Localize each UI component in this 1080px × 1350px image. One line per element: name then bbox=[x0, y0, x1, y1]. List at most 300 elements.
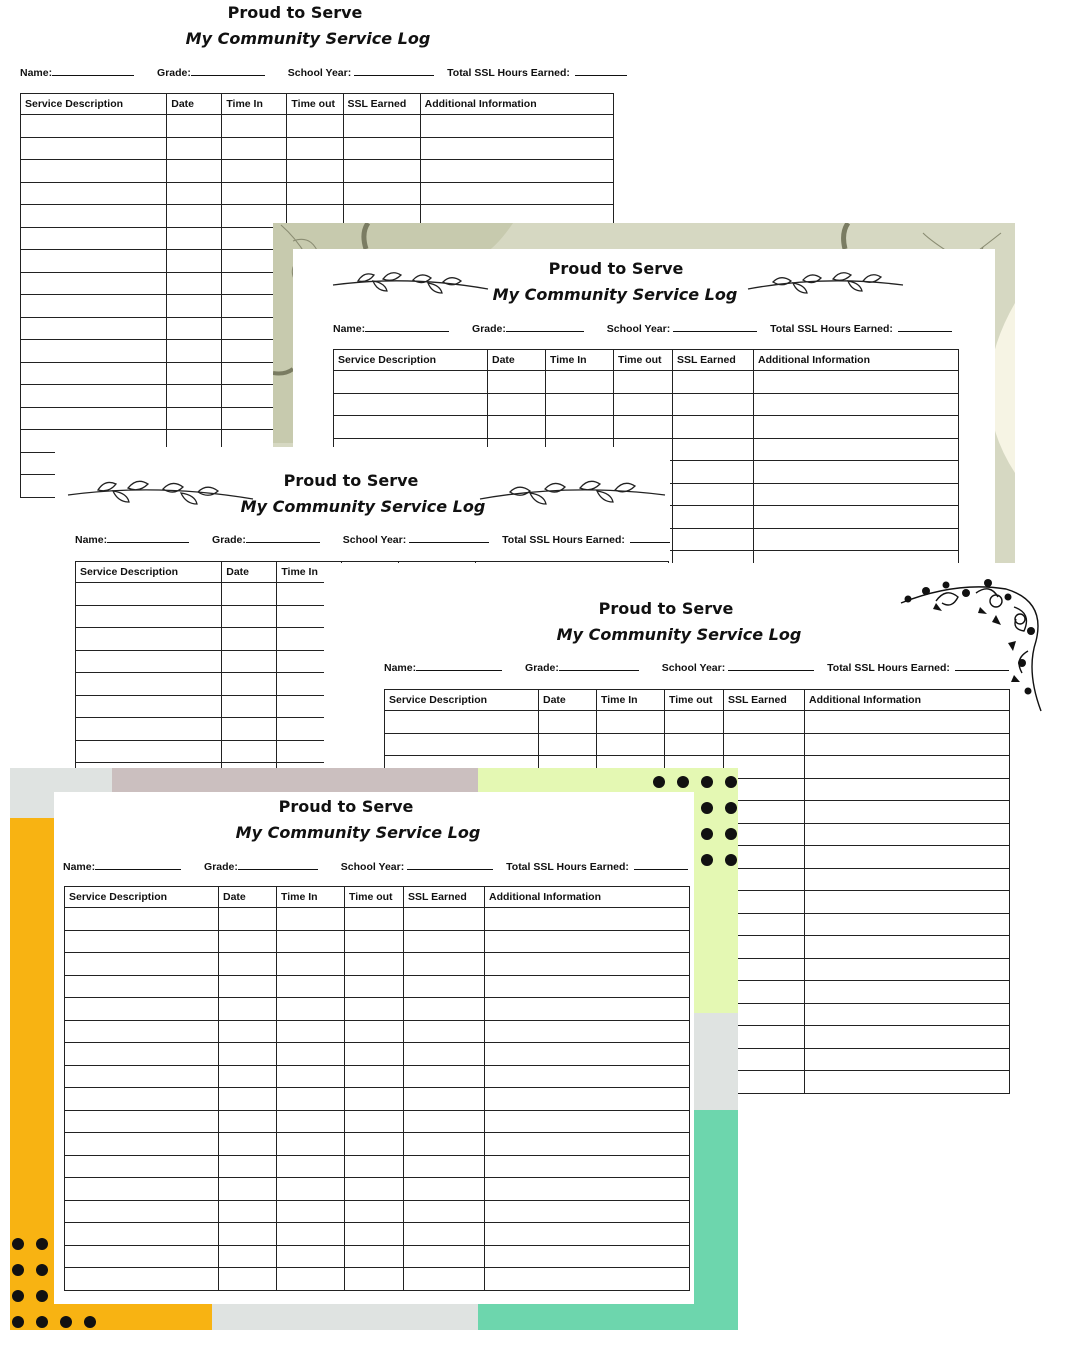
entry-cell[interactable] bbox=[21, 272, 167, 295]
entry-cell[interactable] bbox=[21, 115, 167, 138]
entry-cell[interactable] bbox=[404, 1223, 485, 1246]
entry-cell[interactable] bbox=[219, 1245, 277, 1268]
entry-cell[interactable] bbox=[485, 1200, 690, 1223]
name-line[interactable] bbox=[107, 533, 189, 543]
entry-cell[interactable] bbox=[485, 1110, 690, 1133]
entry-cell[interactable] bbox=[219, 998, 277, 1021]
form-subtitle: My Community Service Log bbox=[240, 497, 486, 516]
entry-cell[interactable] bbox=[219, 953, 277, 976]
entry-cell[interactable] bbox=[345, 1110, 404, 1133]
entry-cell[interactable] bbox=[754, 416, 959, 439]
entry-cell[interactable] bbox=[21, 317, 167, 340]
entry-cell[interactable] bbox=[65, 1043, 219, 1066]
entry-cell[interactable] bbox=[805, 1048, 1010, 1071]
entry-cell[interactable] bbox=[420, 160, 613, 183]
table-row bbox=[21, 115, 614, 138]
school-year-line[interactable] bbox=[354, 66, 434, 76]
entry-cell[interactable] bbox=[805, 1071, 1010, 1094]
entry-cell[interactable] bbox=[76, 583, 222, 606]
entry-cell[interactable] bbox=[21, 160, 167, 183]
total-hours-label: Total SSL Hours Earned: bbox=[447, 67, 570, 79]
entry-cell[interactable] bbox=[597, 711, 665, 734]
entry-cell[interactable] bbox=[277, 930, 345, 953]
entry-cell[interactable] bbox=[277, 1155, 345, 1178]
entry-cell[interactable] bbox=[754, 506, 959, 529]
entry-cell[interactable] bbox=[334, 416, 488, 439]
table-row bbox=[65, 908, 690, 931]
entry-cell[interactable] bbox=[219, 1268, 277, 1291]
form-fields bbox=[75, 533, 670, 546]
entry-cell[interactable] bbox=[21, 340, 167, 363]
entry-cell[interactable] bbox=[277, 1133, 345, 1156]
entry-cell[interactable] bbox=[65, 1155, 219, 1178]
grade-label: Grade: bbox=[212, 534, 246, 546]
entry-cell[interactable] bbox=[76, 628, 222, 651]
entry-cell[interactable] bbox=[21, 295, 167, 318]
entry-cell[interactable] bbox=[485, 953, 690, 976]
total-hours-line[interactable] bbox=[575, 66, 627, 76]
entry-cell[interactable] bbox=[665, 733, 724, 756]
grade-line[interactable] bbox=[559, 661, 639, 671]
entry-cell[interactable] bbox=[277, 1043, 345, 1066]
grade-label: Grade: bbox=[204, 861, 238, 873]
column-header: Time out bbox=[345, 887, 404, 908]
entry-cell[interactable] bbox=[167, 340, 222, 363]
total-hours-line[interactable] bbox=[955, 661, 1009, 671]
log-table bbox=[64, 886, 690, 1291]
table-row bbox=[65, 1155, 690, 1178]
entry-cell[interactable] bbox=[222, 650, 277, 673]
entry-cell[interactable] bbox=[222, 182, 287, 205]
grade-line[interactable] bbox=[246, 533, 320, 543]
entry-cell[interactable] bbox=[404, 975, 485, 998]
entry-cell[interactable] bbox=[65, 1110, 219, 1133]
entry-cell[interactable] bbox=[485, 1020, 690, 1043]
entry-cell[interactable] bbox=[65, 1133, 219, 1156]
entry-cell[interactable] bbox=[219, 975, 277, 998]
entry-cell[interactable] bbox=[754, 461, 959, 484]
entry-cell[interactable] bbox=[485, 1065, 690, 1088]
form-title: Proud to Serve bbox=[283, 471, 419, 490]
form-subtitle: My Community Service Log bbox=[235, 823, 481, 842]
entry-cell[interactable] bbox=[345, 908, 404, 931]
entry-cell[interactable] bbox=[76, 650, 222, 673]
entry-cell[interactable] bbox=[485, 1155, 690, 1178]
entry-cell[interactable] bbox=[277, 1268, 345, 1291]
table-row bbox=[65, 953, 690, 976]
table-row bbox=[21, 160, 614, 183]
entry-cell[interactable] bbox=[345, 998, 404, 1021]
entry-cell[interactable] bbox=[485, 975, 690, 998]
entry-cell[interactable] bbox=[488, 416, 546, 439]
entry-cell[interactable] bbox=[539, 711, 597, 734]
entry-cell[interactable] bbox=[222, 628, 277, 651]
entry-cell[interactable] bbox=[167, 272, 222, 295]
entry-cell[interactable] bbox=[404, 1178, 485, 1201]
entry-cell[interactable] bbox=[65, 1223, 219, 1246]
table-row bbox=[334, 416, 959, 439]
entry-cell[interactable] bbox=[222, 160, 287, 183]
school-year-line[interactable] bbox=[407, 860, 493, 870]
entry-cell[interactable] bbox=[21, 407, 167, 430]
entry-cell[interactable] bbox=[754, 393, 959, 416]
entry-cell[interactable] bbox=[805, 1003, 1010, 1026]
column-header: Date bbox=[167, 94, 222, 115]
entry-cell[interactable] bbox=[21, 205, 167, 228]
column-header: Time In bbox=[222, 94, 287, 115]
entry-cell[interactable] bbox=[597, 733, 665, 756]
column-header: Additional Information bbox=[754, 350, 959, 371]
entry-cell[interactable] bbox=[805, 891, 1010, 914]
entry-cell[interactable] bbox=[805, 913, 1010, 936]
entry-cell[interactable] bbox=[614, 393, 673, 416]
name-line[interactable] bbox=[365, 322, 449, 332]
column-header: Additional Information bbox=[805, 690, 1010, 711]
table-row bbox=[65, 1110, 690, 1133]
entry-cell[interactable] bbox=[754, 551, 959, 564]
entry-cell[interactable] bbox=[485, 998, 690, 1021]
block-taupe-top bbox=[112, 768, 478, 792]
school-year-label: School Year: bbox=[661, 662, 726, 674]
entry-cell[interactable] bbox=[485, 1223, 690, 1246]
entry-cell[interactable] bbox=[345, 975, 404, 998]
entry-cell[interactable] bbox=[673, 551, 754, 564]
column-header: Time out bbox=[665, 690, 724, 711]
entry-cell[interactable] bbox=[345, 1178, 404, 1201]
entry-cell[interactable] bbox=[345, 1043, 404, 1066]
entry-cell[interactable] bbox=[287, 160, 343, 183]
entry-cell[interactable] bbox=[343, 115, 420, 138]
entry-cell[interactable] bbox=[167, 295, 222, 318]
entry-cell[interactable] bbox=[222, 605, 277, 628]
entry-cell[interactable] bbox=[277, 1110, 345, 1133]
entry-cell[interactable] bbox=[673, 393, 754, 416]
entry-cell[interactable] bbox=[219, 1020, 277, 1043]
entry-cell[interactable] bbox=[65, 1245, 219, 1268]
entry-cell[interactable] bbox=[343, 182, 420, 205]
school-year-line[interactable] bbox=[409, 533, 489, 543]
entry-cell[interactable] bbox=[805, 936, 1010, 959]
entry-cell[interactable] bbox=[404, 998, 485, 1021]
name-line[interactable] bbox=[416, 661, 502, 671]
entry-cell[interactable] bbox=[673, 483, 754, 506]
entry-cell[interactable] bbox=[404, 930, 485, 953]
entry-cell[interactable] bbox=[65, 930, 219, 953]
entry-cell[interactable] bbox=[485, 1043, 690, 1066]
table-row bbox=[65, 1088, 690, 1111]
table-row bbox=[21, 182, 614, 205]
grade-label: Grade: bbox=[525, 662, 559, 674]
entry-cell[interactable] bbox=[614, 371, 673, 394]
entry-cell[interactable] bbox=[219, 1043, 277, 1066]
entry-cell[interactable] bbox=[805, 756, 1010, 779]
entry-cell[interactable] bbox=[76, 718, 222, 741]
entry-cell[interactable] bbox=[404, 1065, 485, 1088]
entry-cell[interactable] bbox=[673, 438, 754, 461]
entry-cell[interactable] bbox=[805, 1026, 1010, 1049]
grade-line[interactable] bbox=[238, 860, 318, 870]
entry-cell[interactable] bbox=[488, 393, 546, 416]
grade-line[interactable] bbox=[506, 322, 584, 332]
entry-cell[interactable] bbox=[673, 461, 754, 484]
school-year-label: School Year: bbox=[342, 534, 407, 546]
entry-cell[interactable] bbox=[65, 953, 219, 976]
entry-cell[interactable] bbox=[167, 137, 222, 160]
entry-cell[interactable] bbox=[65, 1268, 219, 1291]
form-title: Proud to Serve bbox=[548, 259, 684, 278]
entry-cell[interactable] bbox=[222, 137, 287, 160]
entry-cell[interactable] bbox=[485, 1268, 690, 1291]
total-hours-label: Total SSL Hours Earned: bbox=[502, 534, 625, 546]
entry-cell[interactable] bbox=[805, 778, 1010, 801]
entry-cell[interactable] bbox=[21, 362, 167, 385]
entry-cell[interactable] bbox=[345, 1133, 404, 1156]
entry-cell[interactable] bbox=[219, 1133, 277, 1156]
entry-cell[interactable] bbox=[404, 908, 485, 931]
entry-cell[interactable] bbox=[167, 115, 222, 138]
entry-cell[interactable] bbox=[754, 483, 959, 506]
entry-cell[interactable] bbox=[345, 1065, 404, 1088]
column-header: Service Description bbox=[334, 350, 488, 371]
table-row bbox=[65, 1133, 690, 1156]
entry-cell[interactable] bbox=[287, 182, 343, 205]
entry-cell[interactable] bbox=[277, 1020, 345, 1043]
entry-cell[interactable] bbox=[222, 673, 277, 696]
form-fields bbox=[20, 66, 627, 79]
column-header: Service Description bbox=[76, 562, 222, 583]
entry-cell[interactable] bbox=[334, 371, 488, 394]
entry-cell[interactable] bbox=[385, 733, 539, 756]
name-line[interactable] bbox=[52, 66, 134, 76]
entry-cell[interactable] bbox=[167, 250, 222, 273]
entry-cell[interactable] bbox=[222, 583, 277, 606]
entry-cell[interactable] bbox=[805, 868, 1010, 891]
entry-cell[interactable] bbox=[404, 1043, 485, 1066]
entry-cell[interactable] bbox=[21, 227, 167, 250]
entry-cell[interactable] bbox=[222, 695, 277, 718]
entry-cell[interactable] bbox=[343, 137, 420, 160]
entry-cell[interactable] bbox=[277, 1178, 345, 1201]
block-mint-right bbox=[690, 1110, 738, 1330]
entry-cell[interactable] bbox=[277, 975, 345, 998]
entry-cell[interactable] bbox=[485, 908, 690, 931]
entry-cell[interactable] bbox=[277, 998, 345, 1021]
entry-cell[interactable] bbox=[404, 1020, 485, 1043]
total-hours-label: Total SSL Hours Earned: bbox=[506, 861, 629, 873]
total-hours-label: Total SSL Hours Earned: bbox=[770, 323, 893, 335]
entry-cell[interactable] bbox=[404, 1268, 485, 1291]
column-header: Service Description bbox=[65, 887, 219, 908]
entry-cell[interactable] bbox=[345, 930, 404, 953]
laurel-right-icon bbox=[743, 267, 908, 297]
entry-cell[interactable] bbox=[345, 1088, 404, 1111]
entry-cell[interactable] bbox=[65, 975, 219, 998]
entry-cell[interactable] bbox=[805, 846, 1010, 869]
grade-line[interactable] bbox=[191, 66, 265, 76]
entry-cell[interactable] bbox=[219, 1065, 277, 1088]
entry-cell[interactable] bbox=[167, 317, 222, 340]
entry-cell[interactable] bbox=[76, 605, 222, 628]
entry-cell[interactable] bbox=[754, 438, 959, 461]
entry-cell[interactable] bbox=[277, 1200, 345, 1223]
entry-cell[interactable] bbox=[673, 416, 754, 439]
entry-cell[interactable] bbox=[219, 1223, 277, 1246]
entry-cell[interactable] bbox=[345, 1020, 404, 1043]
entry-cell[interactable] bbox=[219, 1088, 277, 1111]
column-header: SSL Earned bbox=[673, 350, 754, 371]
entry-cell[interactable] bbox=[21, 182, 167, 205]
entry-cell[interactable] bbox=[805, 823, 1010, 846]
entry-cell[interactable] bbox=[219, 1178, 277, 1201]
entry-cell[interactable] bbox=[420, 182, 613, 205]
entry-cell[interactable] bbox=[219, 1200, 277, 1223]
entry-cell[interactable] bbox=[485, 930, 690, 953]
table-row bbox=[21, 137, 614, 160]
entry-cell[interactable] bbox=[277, 1223, 345, 1246]
name-label: Name: bbox=[63, 861, 96, 873]
entry-cell[interactable] bbox=[805, 981, 1010, 1004]
entry-cell[interactable] bbox=[724, 711, 805, 734]
entry-cell[interactable] bbox=[345, 1268, 404, 1291]
entry-cell[interactable] bbox=[724, 733, 805, 756]
entry-cell[interactable] bbox=[167, 385, 222, 408]
entry-cell[interactable] bbox=[167, 227, 222, 250]
entry-cell[interactable] bbox=[222, 718, 277, 741]
entry-cell[interactable] bbox=[167, 407, 222, 430]
total-hours-line[interactable] bbox=[634, 860, 688, 870]
entry-cell[interactable] bbox=[665, 711, 724, 734]
entry-cell[interactable] bbox=[485, 1088, 690, 1111]
entry-cell[interactable] bbox=[485, 1178, 690, 1201]
entry-cell[interactable] bbox=[404, 953, 485, 976]
form-subtitle: My Community Service Log bbox=[556, 625, 802, 644]
entry-cell[interactable] bbox=[539, 733, 597, 756]
entry-cell[interactable] bbox=[404, 1245, 485, 1268]
column-header: SSL Earned bbox=[404, 887, 485, 908]
entry-cell[interactable] bbox=[404, 1200, 485, 1223]
entry-cell[interactable] bbox=[334, 393, 488, 416]
entry-cell[interactable] bbox=[345, 1155, 404, 1178]
entry-cell[interactable] bbox=[754, 371, 959, 394]
entry-cell[interactable] bbox=[167, 182, 222, 205]
entry-cell[interactable] bbox=[614, 416, 673, 439]
entry-cell[interactable] bbox=[345, 1245, 404, 1268]
table-row bbox=[65, 1065, 690, 1088]
entry-cell[interactable] bbox=[420, 115, 613, 138]
form-fields bbox=[333, 322, 952, 335]
entry-cell[interactable] bbox=[65, 1065, 219, 1088]
entry-cell[interactable] bbox=[222, 740, 277, 763]
entry-cell[interactable] bbox=[546, 416, 614, 439]
entry-cell[interactable] bbox=[21, 250, 167, 273]
name-label: Name: bbox=[75, 534, 108, 546]
entry-cell[interactable] bbox=[485, 1133, 690, 1156]
entry-cell[interactable] bbox=[167, 205, 222, 228]
entry-cell[interactable] bbox=[76, 695, 222, 718]
name-line[interactable] bbox=[95, 860, 181, 870]
entry-cell[interactable] bbox=[488, 371, 546, 394]
entry-cell[interactable] bbox=[65, 998, 219, 1021]
entry-cell[interactable] bbox=[420, 137, 613, 160]
entry-cell[interactable] bbox=[65, 908, 219, 931]
entry-cell[interactable] bbox=[805, 733, 1010, 756]
entry-cell[interactable] bbox=[277, 1245, 345, 1268]
entry-cell[interactable] bbox=[76, 740, 222, 763]
total-hours-line[interactable] bbox=[630, 533, 670, 543]
table-row bbox=[65, 930, 690, 953]
entry-cell[interactable] bbox=[287, 115, 343, 138]
entry-cell[interactable] bbox=[76, 673, 222, 696]
entry-cell[interactable] bbox=[404, 1155, 485, 1178]
form-subtitle: My Community Service Log bbox=[492, 285, 738, 304]
entry-cell[interactable] bbox=[485, 1245, 690, 1268]
entry-cell[interactable] bbox=[277, 953, 345, 976]
entry-cell[interactable] bbox=[277, 1088, 345, 1111]
entry-cell[interactable] bbox=[673, 528, 754, 551]
entry-cell[interactable] bbox=[343, 160, 420, 183]
table-row bbox=[385, 733, 1010, 756]
entry-cell[interactable] bbox=[287, 137, 343, 160]
entry-cell[interactable] bbox=[65, 1088, 219, 1111]
entry-cell[interactable] bbox=[219, 930, 277, 953]
entry-cell[interactable] bbox=[65, 1178, 219, 1201]
total-hours-line[interactable] bbox=[898, 322, 952, 332]
table-row bbox=[65, 1245, 690, 1268]
block-mint-bottom bbox=[478, 1304, 738, 1330]
entry-cell[interactable] bbox=[345, 1200, 404, 1223]
table-row bbox=[334, 393, 959, 416]
entry-cell[interactable] bbox=[21, 385, 167, 408]
form-title: Proud to Serve bbox=[227, 3, 363, 22]
entry-cell[interactable] bbox=[65, 1020, 219, 1043]
entry-cell[interactable] bbox=[219, 1110, 277, 1133]
form-fields bbox=[63, 860, 688, 873]
table-row bbox=[65, 975, 690, 998]
entry-cell[interactable] bbox=[277, 908, 345, 931]
entry-cell[interactable] bbox=[219, 1155, 277, 1178]
table-row bbox=[385, 711, 1010, 734]
entry-cell[interactable] bbox=[754, 528, 959, 551]
school-year-line[interactable] bbox=[728, 661, 814, 671]
entry-cell[interactable] bbox=[277, 1065, 345, 1088]
entry-cell[interactable] bbox=[219, 908, 277, 931]
entry-cell[interactable] bbox=[546, 393, 614, 416]
table-row bbox=[65, 1178, 690, 1201]
entry-cell[interactable] bbox=[385, 711, 539, 734]
entry-cell[interactable] bbox=[167, 160, 222, 183]
entry-cell[interactable] bbox=[404, 1110, 485, 1133]
table-row bbox=[65, 1268, 690, 1291]
table-row bbox=[65, 998, 690, 1021]
entry-cell[interactable] bbox=[345, 1223, 404, 1246]
entry-cell[interactable] bbox=[345, 953, 404, 976]
table-row bbox=[334, 371, 959, 394]
entry-cell[interactable] bbox=[222, 115, 287, 138]
entry-cell[interactable] bbox=[21, 137, 167, 160]
entry-cell[interactable] bbox=[805, 711, 1010, 734]
entry-cell[interactable] bbox=[404, 1088, 485, 1111]
entry-cell[interactable] bbox=[167, 362, 222, 385]
entry-cell[interactable] bbox=[673, 506, 754, 529]
entry-cell[interactable] bbox=[65, 1200, 219, 1223]
school-year-line[interactable] bbox=[673, 322, 757, 332]
entry-cell[interactable] bbox=[673, 371, 754, 394]
entry-cell[interactable] bbox=[546, 371, 614, 394]
entry-cell[interactable] bbox=[805, 801, 1010, 824]
entry-cell[interactable] bbox=[805, 958, 1010, 981]
form-fields bbox=[384, 661, 1009, 674]
entry-cell[interactable] bbox=[404, 1133, 485, 1156]
